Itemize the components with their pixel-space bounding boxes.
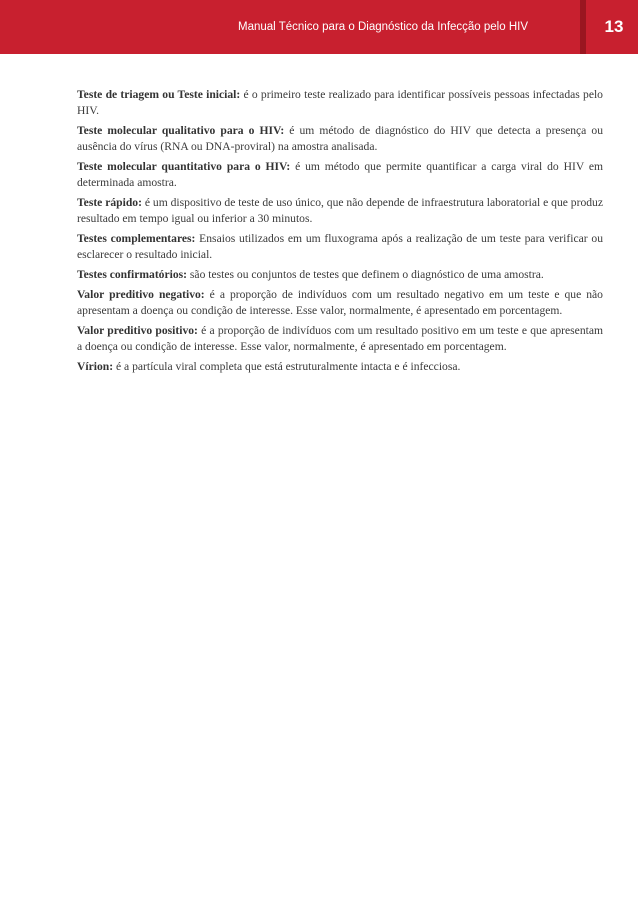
glossary-content	[77, 87, 603, 379]
glossary-term: Valor preditivo positivo:	[77, 324, 198, 337]
glossary-term: Valor preditivo negativo:	[77, 288, 205, 301]
glossary-entry-teste-triagem	[77, 87, 603, 119]
header-bar	[0, 0, 638, 54]
header-title: Manual Técnico para o Diagnóstico da Infecção pelo HIV	[237, 21, 528, 33]
glossary-term: Teste de triagem ou Teste inicial:	[77, 88, 241, 101]
glossary-term: Testes complementares:	[77, 232, 196, 245]
glossary-definition: são testes ou conjuntos de testes que definem o diagnóstico de uma amostra.	[187, 268, 544, 281]
glossary-term: Testes confirmatórios:	[77, 268, 188, 281]
glossary-entry-teste-molecular-qualitativo	[77, 123, 603, 155]
glossary-term: Teste molecular quantitativo para o HIV:	[77, 160, 291, 173]
header-divider-stripe	[580, 0, 586, 54]
glossary-definition: é o primeiro teste realizado para identificar possíveis pessoas infectadas pelo HIV.	[77, 88, 603, 117]
glossary-entry-testes-complementares	[77, 231, 603, 263]
glossary-definition: é a proporção de indivíduos com um resultado positivo em um teste e que apresentam a doença ou condição de interesse. Esse valor, normalmente, é apresentado em porcentagem.	[77, 324, 604, 353]
glossary-entry-teste-rapido	[77, 195, 603, 227]
glossary-definition: é um dispositivo de teste de uso único, que não depende de infraestrutura laboratorial e que produz resultado em tempo igual ou inferior a 30 minutos.	[77, 196, 603, 225]
glossary-definition: é um método de diagnóstico do HIV que detecta a presença ou ausência do vírus (RNA ou DNA-proviral) na amostra analisada.	[77, 124, 603, 153]
glossary-definition: é a proporção de indivíduos com um resultado negativo em um teste e que não apresentam a doença ou condição de interesse. Esse valor, normalmente, é apresentado em porcentagem.	[77, 288, 603, 317]
glossary-definition: é a partícula viral completa que está estruturalmente intacta e é infecciosa.	[113, 360, 461, 373]
page-number: 13	[604, 17, 624, 36]
glossary-entry-valor-preditivo-negativo	[77, 287, 603, 319]
glossary-entry-testes-confirmatorios	[77, 267, 603, 283]
glossary-entry-valor-preditivo-positivo	[77, 323, 603, 355]
glossary-entry-virion	[77, 359, 603, 375]
glossary-entry-teste-molecular-quantitativo	[77, 159, 603, 191]
glossary-term: Teste rápido:	[77, 196, 142, 209]
glossary-definition: é um método que permite quantificar a carga viral do HIV em determinada amostra.	[77, 160, 604, 189]
glossary-definition: Ensaios utilizados em um fluxograma após a realização de um teste para verificar ou esclarecer o resultado inicial.	[77, 232, 603, 261]
glossary-term: Vírion:	[77, 360, 114, 373]
glossary-term: Teste molecular qualitativo para o HIV:	[77, 124, 285, 137]
